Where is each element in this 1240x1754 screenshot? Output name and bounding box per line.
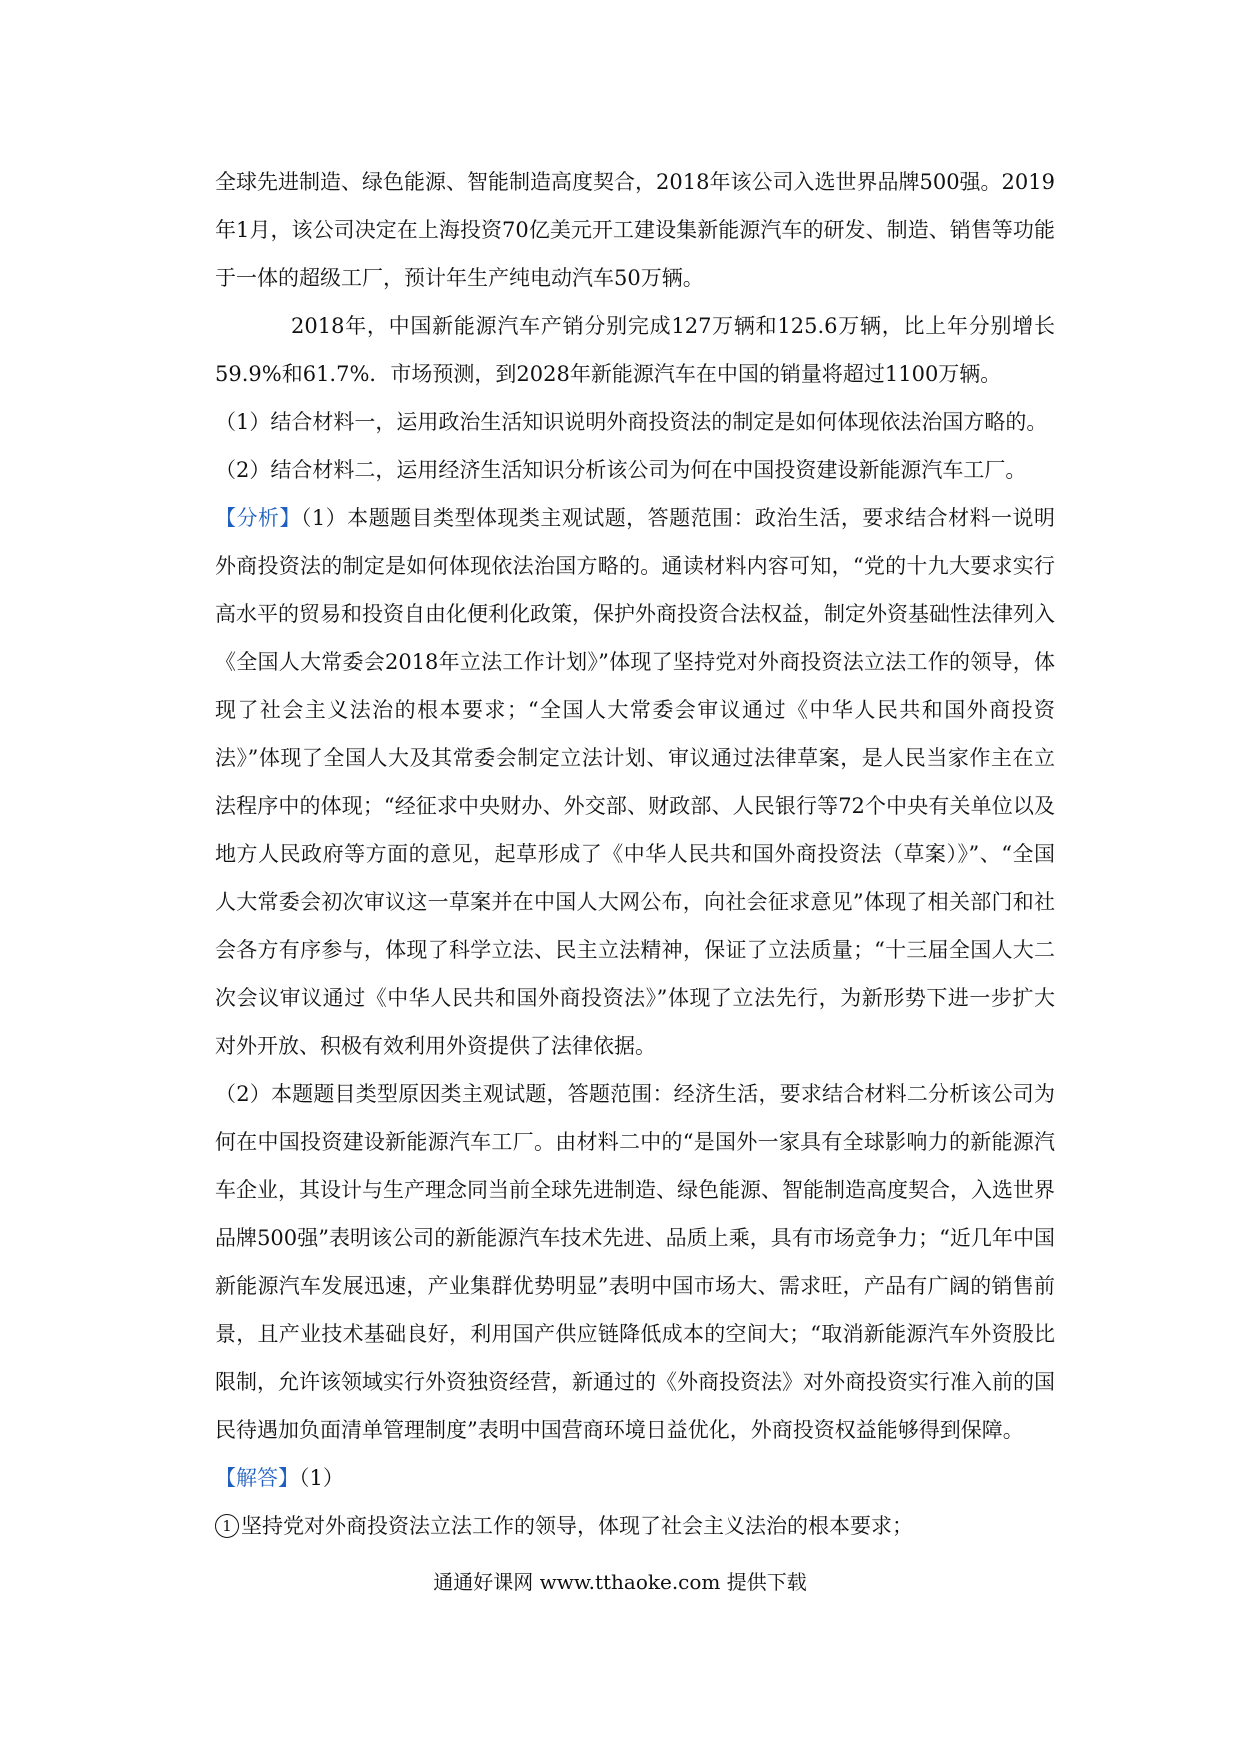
circled-number-marker: 1 <box>215 1514 239 1538</box>
question-2: （2）结合材料二，运用经济生活知识分析该公司为何在中国投资建设新能源汽车工厂。 <box>215 458 1027 482</box>
page-footer: 通通好课网 www.tthaoke.com 提供下载 <box>433 1570 807 1594</box>
question-1: （1）结合材料一，运用政治生活知识说明外商投资法的制定是如何体现依法治国方略的。 <box>215 410 1048 434</box>
material-market-paragraph: 2018年，中国新能源汽车产销分别完成127万辆和125.6万辆，比上年分别增长59.9%和61.7%．市场预测，到2028年新能源汽车在中国的销量将超过1100万辆。 <box>215 314 1055 386</box>
material-intro-paragraph: 全球先进制造、绿色能源、智能制造高度契合，2018年该公司入选世界品牌500强。2019年1月，该公司决定在上海投资70亿美元开工建设集新能源汽车的研发、制造、销售等功能于一体的超级工厂，预计年生产纯电动汽车50万辆。 <box>215 170 1055 290</box>
analysis-part-1-text: （1）本题题目类型体现类主观试题，答题范围：政治生活，要求结合材料一说明外商投资法的制定是如何体现依法治国方略的。通读材料内容可知，“党的十九大要求实行高水平的贸易和投资自由化便利化政策，保护外商投资合法权益，制定外资基础性法律列入《全国人大常委会2018年立法工作计划》”体现了坚持党对外商投资法立法工作的领导，体现了社会主义法治的根本要求；“全国人大常委会审议通过《中华人民共和国外商投资法》”体现了全国人大及其常委会制定立法计划、审议通过法律草案，是人民当家作主在立法程序中的体现；“经征求中央财办、外交部、财政部、人民银行等72个中央有关单位以及地方人民政府等方面的意见，起草形成了《中华人民共和国外商投资法（草案）》”、“全国人大常委会初次审议这一草案并在中国人大网公布，向社会征求意见”体现了相关部门和社会各方有序参与，体现了科学立法、民主立法精神，保证了立法质量；“十三届全国人大二次会议审议通过《中华人民共和国外商投资法》”体现了立法先行，为新形势下进一步扩大对外开放、积极有效利用外资提供了法律依据。 <box>215 506 1056 1058</box>
answer-part-label: （1） <box>299 1466 344 1490</box>
analysis-tag: 【分析】 <box>215 506 301 530</box>
analysis-part-1 <box>215 494 1055 1070</box>
answer-header <box>215 1454 1055 1502</box>
answer-item-1-text: 坚持党对外商投资法立法工作的领导，体现了社会主义法治的根本要求； <box>241 1514 913 1538</box>
answer-item-1 <box>215 1502 1055 1550</box>
document-body <box>215 158 1055 1550</box>
analysis-part-2: （2）本题题目类型原因类主观试题，答题范围：经济生活，要求结合材料二分析该公司为何在中国投资建设新能源汽车工厂。由材料二中的“是国外一家具有全球影响力的新能源汽车企业，其设计与生产理念同当前全球先进制造、绿色能源、智能制造高度契合，入选世界品牌500强”表明该公司的新能源汽车技术先进、品质上乘，具有市场竞争力；“近几年中国新能源汽车发展迅速，产业集群优势明显”表明中国市场大、需求旺，产品有广阔的销售前景，且产业技术基础良好，利用国产供应链降低成本的空间大；“取消新能源汽车外资股比限制，允许该领域实行外资独资经营，新通过的《外商投资法》对外商投资实行准入前的国民待遇加负面清单管理制度”表明中国营商环境日益优化，外商投资权益能够得到保障。 <box>215 1082 1055 1442</box>
answer-tag: 【解答】 <box>215 1466 299 1490</box>
